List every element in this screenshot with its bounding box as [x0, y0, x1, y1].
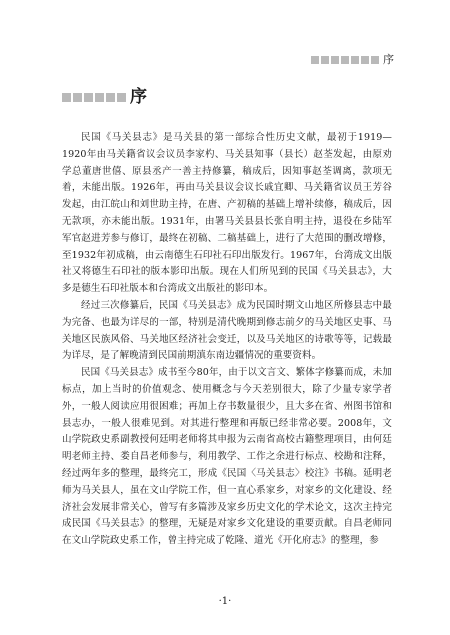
- page-number: ·1·: [218, 596, 232, 607]
- header-decoration: [311, 56, 379, 64]
- chapter-title: [62, 89, 147, 106]
- paragraph: 民国《马关县志》成书至今80年，由于以文言文、繁体字修纂而成，未加标点，加上当时的价值观念、使用概念与今天差别很大，除了少量专家学者外，一般人阅读应用很困难；再加上存书数量很少，且大多在省、州图书馆和县志办，一般人很难见到。对其进行整理和再版已经非常必要。2008年，文山学院政史系副教授何廷明老师将其申报为云南省高校古籍整理项目，由何廷明老师主持、娄自昌老师参与，利用教学、工作之余进行标点、校勘和注释，经过两年多的整理，最终完工，形成《民国〈马关县志〉校注》书稿。延明老师为马关县人，虽在文山学院工作，但一直心系家乡，对家乡的文化建设、经济社会发展非常关心，曾写有多篇涉及家乡历史文化的学术论文，这次主持完成民国《马关县志》的整理，无疑是对家乡文化建设的重要贡献。自昌老师同在文山学院政史系工作，曾主持完成了乾隆、道光《开化府志》的整理，参: [62, 367, 392, 547]
- running-header: [311, 54, 394, 65]
- paragraph: 经过三次修纂后，民国《马关县志》成为民国时期文山地区所修县志中最为完备、也最为详尽的一部，特别是清代晚期到修志前夕的马关地区史事、马关地区民族风俗、马关地区经济社会变迁，以及马关地区的诗歌等等，记载最为详尽，是了解晚清到民国前期滇东南边疆情况的重要资料。: [62, 299, 392, 362]
- running-header-text: 序: [383, 53, 394, 66]
- body-text: [62, 130, 392, 550]
- paragraph: 民国《马关县志》是马关县的第一部综合性历史文献，最初于1919—1920年由马关籍省议会议员李家杓、马关县知事（县长）赵荃发起，由原劝学总董唐世僖、原县丞产一善主持修纂，稿成后，因知事赵荃调离，款项无着，未能出版。1926年，再由马关县议会议长戚宜卿、马关籍省议员王芳谷发起，由江皖山和刘世助主持，在唐、产初稿的基础上增补续修，稿成后，因无款项，亦未能出版。1931年，由署马关县县长张自明主持，退役在乡陆军军官赵进芳参与修订，最终在初稿、二稿基础上，进行了大范围的删改增修，至1932年初成稿，由云南德生石印社石印出版发行。1967年，台湾成文出版社又将德生石印社的版本影印出版。现在人们所见到的民国《马关县志》，大多是德生石印社版本和台湾成文出版社的影印本。: [62, 132, 392, 295]
- chapter-title-text: 序: [130, 87, 147, 107]
- title-decoration: [62, 93, 126, 102]
